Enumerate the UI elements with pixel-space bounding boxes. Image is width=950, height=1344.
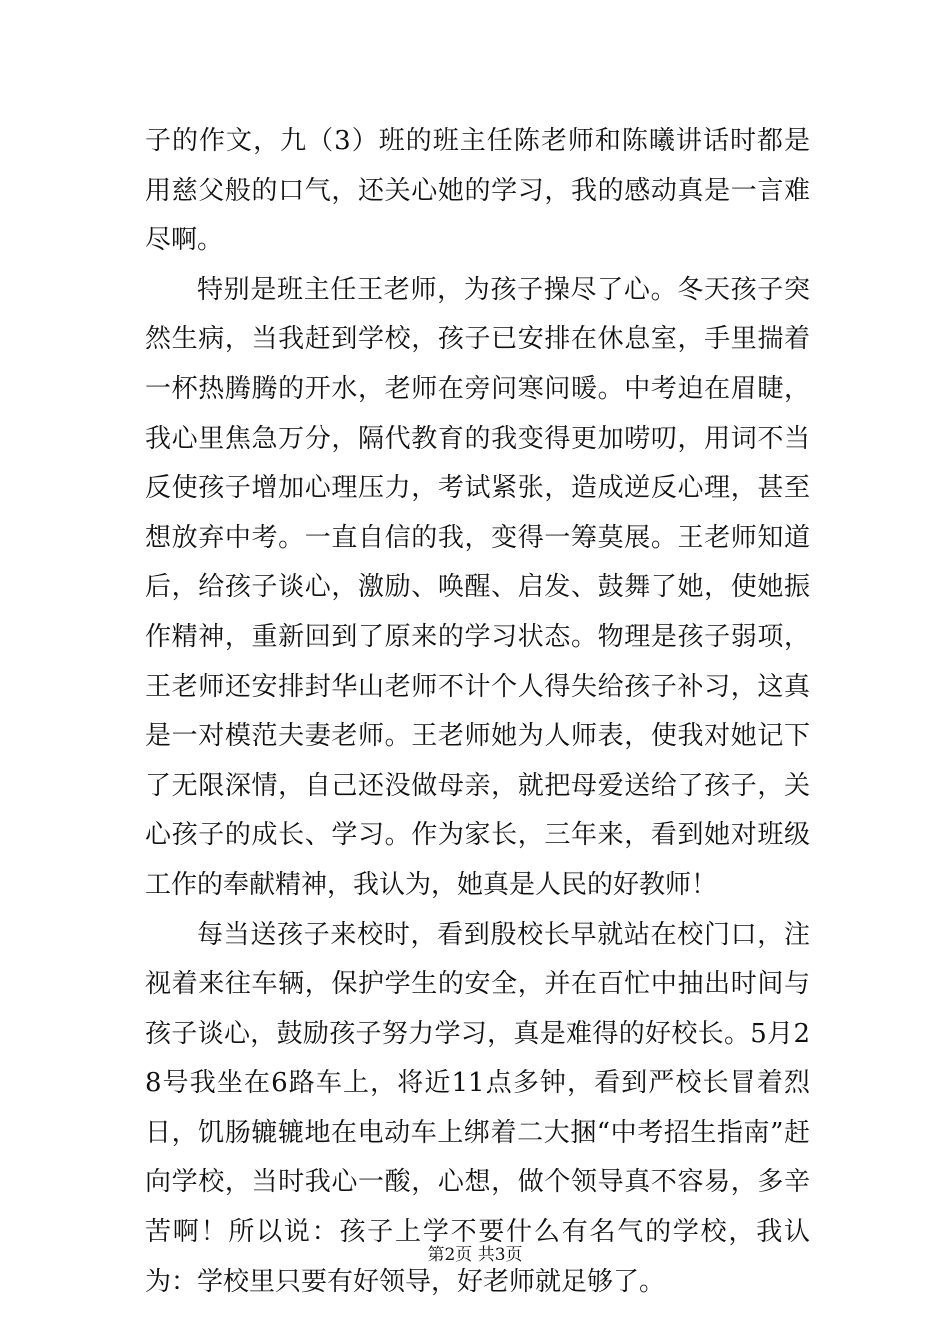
paragraph-principals: 每当送孩子来校时，看到殷校长早就站在校门口，注视着来往车辆，保护学生的安全，并在百忙中抽出时间与孩子谈心，鼓励孩子努力学习，真是难得的好校长。5月28号我坐在6路车上，将近11点多钟，看到严校长冒着烈日，饥肠辘辘地在电动车上绑着二大捆“中考招生指南”赶向学校，当时我心一酸，心想，做个领导真不容易，多辛苦啊！所以说：孩子上学不要什么有名气的学校，我认为：学校里只要有好领导，好老师就足够了。 <box>145 919 810 1297</box>
document-body <box>145 117 810 1307</box>
paragraph-continuation: 子的作文，九（3）班的班主任陈老师和陈曦讲话时都是用慈父般的口气，还关心她的学习，我的感动真是一言难尽啊。 <box>145 126 810 256</box>
paragraph-teacher-wang: 特别是班主任王老师，为孩子操尽了心。冬天孩子突然生病，当我赶到学校，孩子已安排在休息室，手里揣着一杯热腾腾的开水，老师在旁问寒问暖。中考迫在眉睫，我心里焦急万分，隔代教育的我变得更加唠叨，用词不当反使孩子增加心理压力，考试紧张，造成逆反心理，甚至想放弃中考。一直自信的我，变得一筹莫展。王老师知道后，给孩子谈心，激励、唤醒、启发、鼓舞了她，使她振作精神，重新回到了原来的学习状态。物理是孩子弱项，王老师还安排封华山老师不计个人得失给孩子补习，这真是一对模范夫妻老师。王老师她为人师表，使我对她记下了无限深情，自己还没做母亲，就把母爱送给了孩子，关心孩子的成长、学习。作为家长，三年来，看到她对班级工作的奉献精神，我认为，她真是人民的好教师！ <box>145 274 810 900</box>
page-number-footer: 第2页 共3页 <box>427 1245 523 1265</box>
